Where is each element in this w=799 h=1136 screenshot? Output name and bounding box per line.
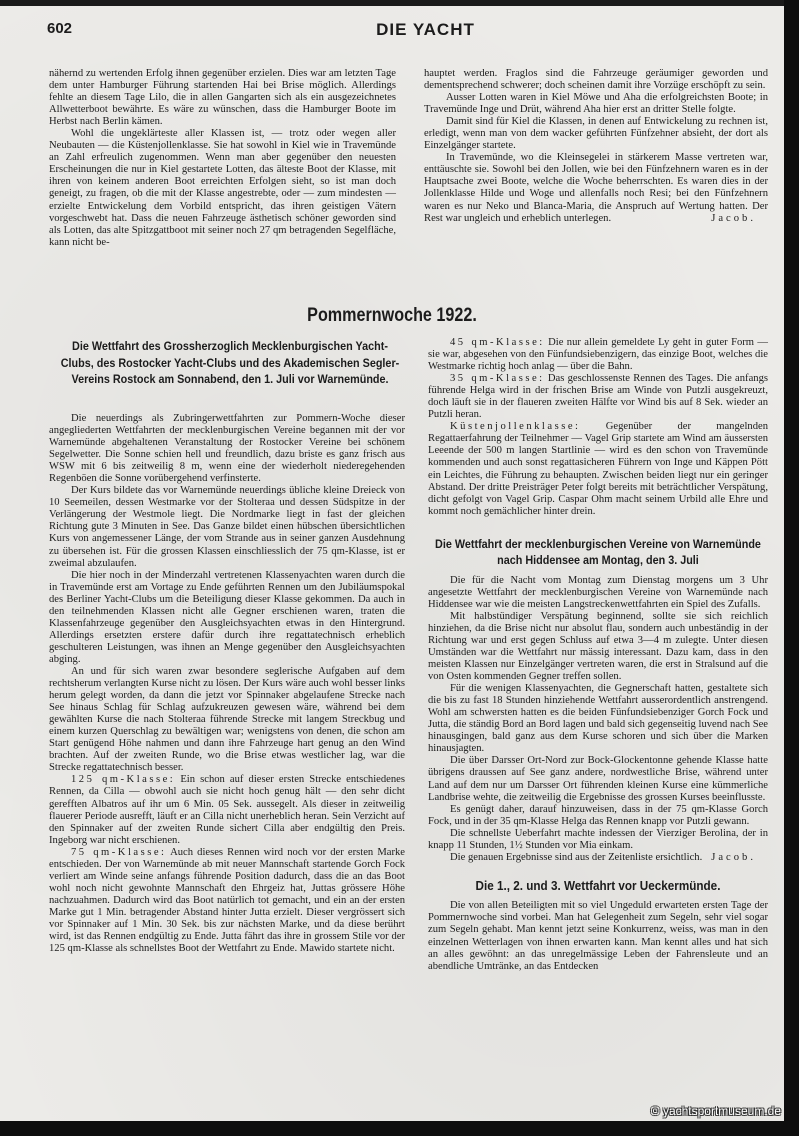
class-report-kuestenjollen — [428, 421, 768, 517]
paragraph: hauptet werden. Fraglos sind die Fahrzeuge geräumiger geworden und dementsprechend schwerer; doch scheinen damit ihre Vorzüge erschöpft zu sein. — [424, 68, 768, 92]
paragraph: Mit halbstündiger Verspätung beginnend, sollte sie sich reichlich hinziehen, da die Brise nicht nur absolut flau, sondern auch unbeständig in der Richtung war und erst gegen Schluss auf etwa 3—4 m zulegte. Unter diesen Umständen war die Wettfahrt nur mässig interessant. Dazu kam, dass in den meisten Klassen nur Einzelgänger vertreten waren, die erst in Stralsund auf die von Osten kommenden Gegner treffen sollen. — [428, 610, 768, 683]
class-report-125qm — [49, 774, 405, 846]
paragraph: Der Kurs bildete das vor Warnemünde neuerdings übliche kleine Dreieck von 10 Seemeilen, dessen Westmarke vor der Stolteraa und dessen Südspitze in der Verlängerung der Westmole liegt. Die Nordmarke liegt in fast der gleichen Richtung gute 3 Minuten in See. Das Ganze bildet einen hübschen übersichtlichen Kurs von angemessener Länge, der vom Strande aus in seiner ganzen Ausdehnung zu übersehen ist. Für die grossen Klassen einschliesslich der 75 qm-Klasse, ist er zweimal abzulaufen. — [49, 485, 405, 569]
class-text: Das geschlossenste Rennen des Tages. Die anfangs führende Helga wird in der frischen Brise am Winde von Putzli ausgekreuzt, doch läuft sie in der flaueren zweiten Hälfte vor Wind bis auf 8 Sek. wieder an Putzli heran. — [428, 373, 768, 421]
running-head — [47, 20, 764, 42]
author-signature: Jacob. — [711, 851, 756, 863]
column-bottom-left — [49, 413, 405, 955]
class-report-35qm — [428, 373, 768, 421]
paragraph: Die schnellste Ueberfahrt machte indessen der Vierziger Berolina, der in knapp 11 Stunden, 1½ Stunden vor Mia einkam. — [428, 827, 768, 851]
class-label: 45 qm-Klasse: — [450, 337, 545, 348]
class-label: 35 qm-Klasse: — [450, 373, 545, 385]
class-label: 75 qm-Klasse: — [71, 846, 167, 858]
column-top-left — [49, 68, 396, 249]
class-text: Die nur allein gemeldete Ly geht in guter Form — sie war, abgesehen von den Fünfundsiebenzigern, das einzige Boot, welches die Westmarke richtig hoch anlag — über die Bahn. — [428, 337, 769, 373]
paragraph: Die von allen Beteiligten mit so viel Ungeduld erwarteten ersten Tage der Pommernwoche sind vorbei. Man hat Gelegenheit zum Segeln, sehr viel sogar zum Segeln gehabt. Man kennt jetzt seine Konkurrenz, weiss, was man in den einzelnen Wetterlagen von ihnen erwarten kann. Man kennt alles und hat sich an alles gewöhnt: an das unregelmässige Leben der Fahrensleute und an abendliche Umtränke, an das Entdecken — [428, 900, 768, 972]
column-top-right — [424, 68, 768, 225]
paragraph: Die genauen Ergebnisse sind aus der Zeitenliste ersichtlich. — [450, 851, 703, 863]
column-bottom-right — [428, 337, 768, 973]
class-text: Auch dieses Rennen wird noch vor der ersten Marke entschieden. Der von Warnemünde ab mit neuer Mannschaft startende Gorch Fock verliert am Winde seine anfangs führende Position dadurch, dass die an das Boot wohl noch nicht gewohnte Mannschaft den Ehrgeiz hat, Juttas grössere Höhe nachzuahmen. Dadurch wird das Boot natürlich tot gemacht, und ein an der ersten Marke gut 1 Min. betragender Abstand hinter Jutta erzielt. Dieser vergrössert sich vor Spinnaker auf 1 Min. 30 Sek. bis zur nächsten Marke, und da diese berührt wird, ist das Rennen endgültig zu Ende. Jutta fährt das ihre in grossem Stile vor der 125 qm-Klasse als schnellstes Boot der Wettfahrt zu Ende. Mawido startete nicht. — [49, 846, 405, 955]
paragraph: Damit sind für Kiel die Klassen, in denen auf Entwickelung zu rechnen ist, erledigt, wenn man von dem wacker geführten Fünfzehner absieht, der dort als Einzelgänger startete. — [424, 116, 768, 152]
paragraph: Für die wenigen Klassenyachten, die Gegnerschaft hatten, gestaltete sich die bis zu fast 18 Stunden hinziehende Wettfahrt ausserordentlich anstrengend. Wohl am schwersten hatten es die beiden Fünfundsiebenziger Gorch Fock und Jutta, die ständig Bord an Bord lagen und bald sich gegenseitig luvend nach See hinausgingen, bald ganz aus dem Kurse schoren und sich über die Marken hinausjagten. — [428, 683, 768, 755]
class-label: Küstenjollenklasse: — [450, 421, 581, 433]
class-text: Gegenüber der mangelnden Regattaerfahrung der Teilnehmer — Vagel Grip startete am Wind am äussersten Leeende der 500 m langen Startlinie — wird es den schon von Travemünde kommenden und auch sonst regattasicheren Führern von Inge und Käppen Pött ein Leichtes, die Führung zu behaupten. Zwischen beiden liegt nur ein geringer Abstand. Der dritte Preisträger Peter folgt bereits mit beträchtlicher Verspätung, dicht gefolgt von Vagel Grip. Caspar Ohm macht seinem Urbild alle Ehre und kommt noch gemächlicher hinter drein. — [428, 421, 768, 517]
paragraph: Es genügt daher, darauf hinzuweisen, dass in der 75 qm-Klasse Gorch Fock, und in der 35 qm-Klasse Helga das Rennen knapp vor Putzli gewann. — [428, 803, 768, 827]
article-title: Pommernwoche 1922. — [307, 305, 477, 326]
class-text: Ein schon auf dieser ersten Strecke entschiedenes Rennen, da Cilla — obwohl auch sie nicht hoch genug hält — den sehr dicht gerefften Albatros auf ihr um 6 Min. 05 Sek. aussegelt. Als dieser in zeitweilig flauerer Periode ausrefft, läuft er an Cilla nicht unerheblich heran. Sein Verzicht auf den Spinnaker auf der zweiten Runde sichert Cilla aber endgültig den Preis. Ingeborg war nicht erschienen. — [49, 774, 405, 846]
scan-border — [0, 1121, 799, 1136]
book-spine-shadow — [784, 0, 799, 1136]
journal-title: DIE YACHT — [376, 20, 475, 39]
paragraph: Ausser Lotten waren in Kiel Möwe und Aha die erfolgreichsten Boote; in Travemünde Inge und Drüt, während Aha hier erst an dritter Stelle folgte. — [424, 92, 768, 116]
paragraph: Die neuerdings als Zubringerwettfahrten zur Pommern-Woche dieser angegliederten Wettfahrten der mecklenburgischen Vereine begannen mit der vor Warnemünde abgehaltenen Veranstaltung der Rostocker Vereine bei schönem Segelwetter. Die Sonne schien hell und freundlich, dazu briste es ganz frisch aus WSW mit 6 bis zeitweilig 8 m, wenn eine der wiederholt niederegehenden Regenböen die Sonne vorübergehend verfinsterte. — [49, 413, 405, 485]
class-report-75qm — [49, 847, 405, 955]
paragraph: Die für die Nacht vom Montag zum Dienstag morgens um 3 Uhr angesetzte Wettfahrt der mecklenburgischen Vereine von Warnemünde nach Hiddensee war wie die meisten Langstreckenwettfahrten ein Spiel des Zufalls. — [428, 574, 768, 610]
paragraph: Wohl die ungeklärteste aller Klassen ist, — trotz oder wegen aller Neubauten — die Küstenjollenklasse. Sie hat sowohl in Kiel wie in Travemünde an Zahl erfreulich zugenommen. Wenn man aber gegenüber den neuesten Erscheinungen die nur in Kiel gestartete Lotten, das älteste Boot der Klasse, mit ihren von keinem anderen Boot erreichten Erfolgen sieht, so ist man doch geneigt, zu fragen, ob die mit der Klasse angestrebte, oder — zum mindesten — erzielte Entwickelung dem Vorbild entspricht, das ihren geistigen Vätern vorgeschwebt hat. Dass die neuen Fahrzeuge ästhetisch schöner geworden sind als Lotten, das alte Spitzgattboot mit seiner noch 27 qm betragenden Segelfläche, kann nicht be- — [49, 128, 396, 248]
section-heading-hiddensee: Die Wettfahrt der mecklenburgischen Vereine von Warnemünde nach Hiddensee am Montag, den 3. Juli — [435, 536, 761, 568]
paragraph: Die über Darsser Ort-Nord zur Bock-Glockentonne gehende Klasse hatte übrigens draussen auf See ganz andere, nordwestliche Brise, während unter Land auf dem nur um Darsser Ort führenden kleinen Kurse eine kümmerliche Landbrise wehte, die zeitweilig die Ergebnisse des grossen Kurses beeinflusste. — [428, 755, 768, 803]
section-heading-ueckermuende: Die 1., 2. und 3. Wettfahrt vor Ueckermünde. — [475, 877, 721, 893]
paragraph: nähernd zu wertenden Erfolg ihnen gegenüber erzielen. Dies war am letzten Tage dem unter Hamburger Führung startenden Hai bei Brise möglich. Allerdings fehlte an diesem Tage Lilo, die in allen Gangarten sich als ein ausgezeichnetes Allwetterboot bewährte. Es wäre zu wünschen, dass die Hamburger Boote im Herbst nach Berlin kämen. — [49, 68, 396, 128]
paragraph: An und für sich waren zwar besondere seglerische Aufgaben auf dem rechtsherum verlangten Kurse nicht zu lösen. Der Kurs wäre auch wohl besser links herum gelegt worden, da dann die jetzt vor Spinnaker abgelaufene Strecke nach See hinaus Schlag für Schlag aufzukreuzen gewesen wäre, während bei dem gewählten Kurse die nach Stolteraa führende Strecke mit langem Streckbug und einem kurzen Querschlag zu bewältigen war; wenigstens von denen, die schon am Start genügend Höhe nahmen und dann ihre Fahrzeuge hart genug an den Wind brachten. Auf der zweiten Runde, wo die Brise etwas westlicher lag, war die Strecke regattatechnisch besser. — [49, 665, 405, 774]
section-heading-warnemuende: Die Wettfahrt des Grossherzoglich Mecklenburgischen Yacht-Clubs, des Rostocker Yacht-Clubs und des Akademischen Segler-Vereins Rostock am Sonnabend, den 1. Juli vor Warnemünde. — [60, 339, 400, 386]
class-report-45qm — [428, 337, 768, 373]
class-label: 125 qm-Klasse: — [71, 774, 176, 786]
author-signature: Jacob. — [711, 212, 756, 224]
magazine-page — [0, 6, 784, 1121]
paragraph: In Travemünde, wo die Kleinsegelei in stärkerem Masse vertreten war, enttäuschte sie. Sowohl bei den Jollen, wie bei den Fünfzehnern waren es in der Hauptsache zwei Boote, welche die Woche beherrschten. Es waren dies in der Jollenklasse Hilde und Woge und allenfalls noch Resi; bei den Fünfzehnern waren es nur Neko und Blanca-Maria, die Anspruch auf Wertung hatten. Der Rest war ungleich und erheblich unterlegen. — [424, 152, 768, 224]
paragraph: Die hier noch in der Minderzahl vertretenen Klassenyachten waren durch die in Travemünde erst am Vortage zu Ende geführten Rennen um den Jubiläumspokal des Berliner Yacht-Clubs um die Beteiligung dieser Klasse gekommen. Da auch in den teilnehmenden Klassen nicht alle Gegner erschienen waren, traten die Klassenfahrzeuge gegenüber den Ausgleichsyachten etwas in den Hintergrund. Allerdings ersetzten erstere dafür durch ihre regattatechnisch erheblich geschulteren Leistungen, was ihnen an Menge gegenüber den Ausgleichsyachten abging. — [49, 569, 405, 665]
watermark: © yachtsportmuseum.de — [650, 1104, 781, 1118]
page-number: 602 — [47, 20, 73, 37]
